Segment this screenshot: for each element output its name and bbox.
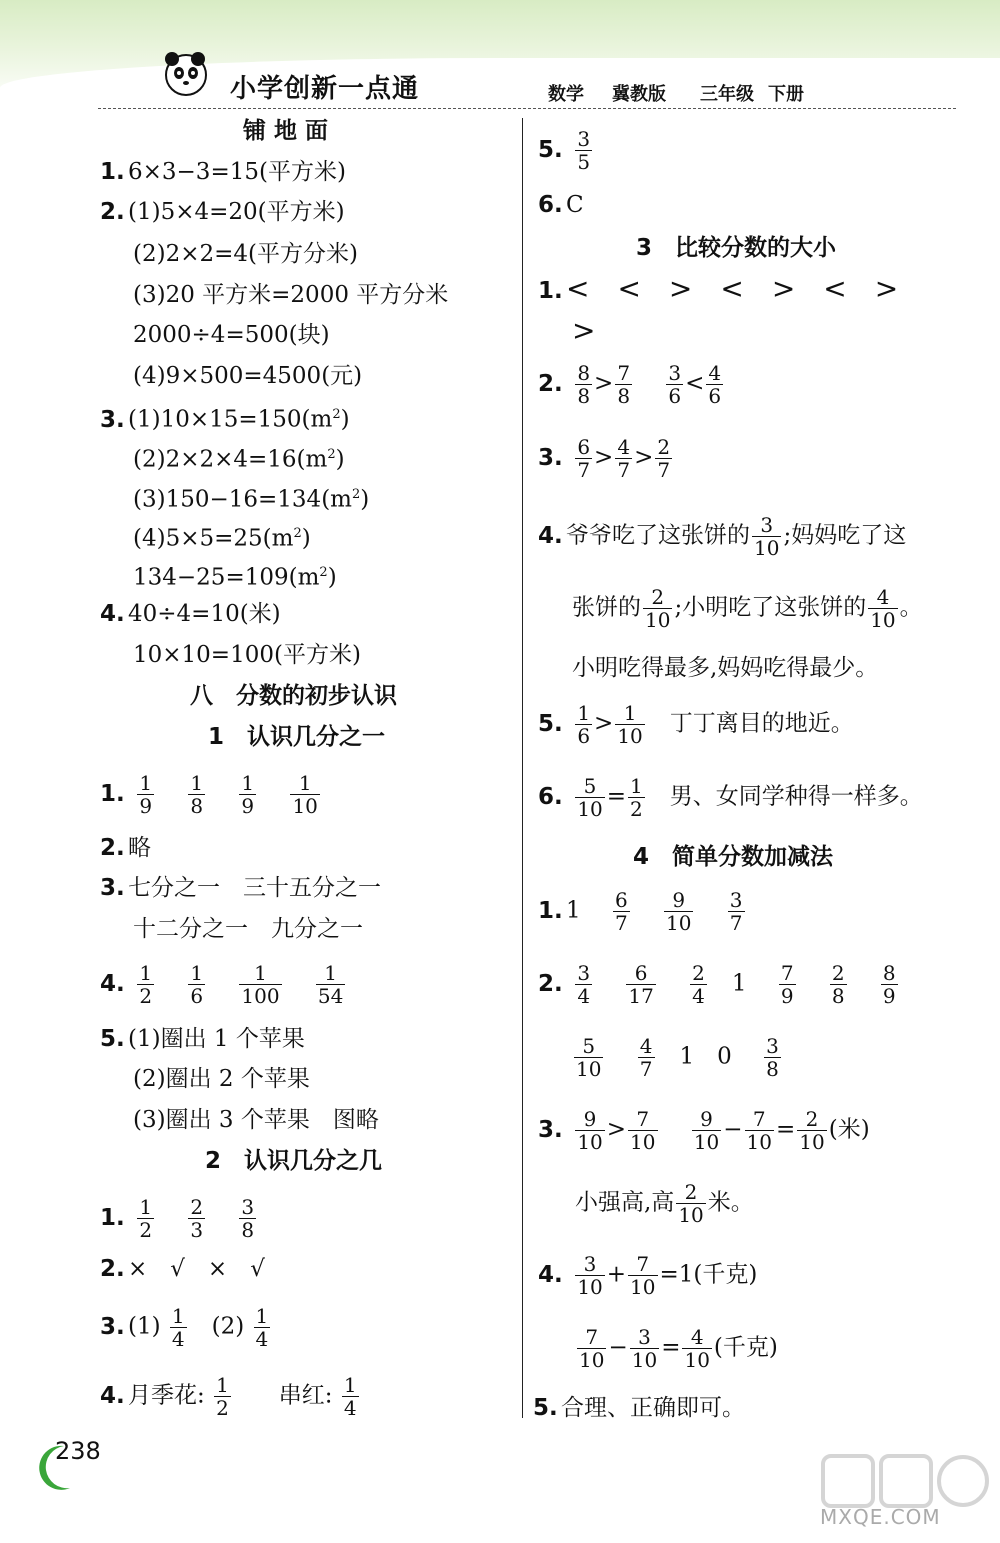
answer-line: > (572, 314, 596, 347)
answer-line: 3. $(1)10\times 15=150(m^2)$ (100, 406, 350, 433)
fraction: $\frac{7}{10}$ (579, 1325, 605, 1372)
answer-line: 3. $\frac{6}{7}$ > $\frac{4}{7}$ > $\frac{2}{7}$ (538, 435, 671, 482)
answer-line: 3. (1) $\frac{1}{4}$ (2) $\frac{1}{4}$ (100, 1304, 269, 1351)
fraction: $\frac{4}{10}$ (684, 1325, 710, 1372)
volume: 下册 (768, 84, 804, 105)
fraction: $\frac{3}{8}$ (766, 1034, 779, 1081)
answer-line: (4)9×500=4500(元) (133, 363, 363, 389)
answer-line: 十二分之一 九分之一 (133, 916, 363, 942)
fraction: $\frac{7}{9}$ (780, 961, 794, 1008)
answer-line: 6. C (538, 192, 584, 218)
fraction: $\frac{2}{10}$ (678, 1180, 704, 1227)
fraction: $\frac{3}{5}$ (577, 127, 591, 174)
section-title: 1 认识几分之一 (208, 724, 386, 750)
fraction: $\frac{7}{10}$ (630, 1252, 656, 1299)
fraction: $\frac{8}{9}$ (882, 961, 896, 1008)
section-title: 2 认识几分之几 (205, 1148, 383, 1174)
answer-line: 1. 6×3−3=15(平方米) (100, 159, 346, 185)
section-title: 铺 地 面 (243, 118, 329, 144)
fraction: $\frac{2}{8}$ (831, 961, 845, 1008)
fraction: $\frac{4}{7}$ (639, 1034, 653, 1081)
fraction: $\frac{1}{4}$ (343, 1373, 357, 1420)
answer-line: $\frac{7}{10}$ − $\frac{3}{10}$ = $\frac{4}{10}$ (千克) (579, 1325, 778, 1372)
answer-line: (2)2×2=4(平方分米) (133, 241, 358, 267)
fraction: $\frac{5}{10}$ (576, 1034, 602, 1081)
fraction: $\frac{1}{54}$ (317, 961, 344, 1008)
fraction: $\frac{9}{10}$ (666, 888, 692, 935)
answer-line: 6. $\frac{5}{10}$ = $\frac{1}{2}$ 男、女同学种得一样多。 (538, 774, 923, 821)
fraction: $\frac{2}{7}$ (657, 435, 671, 482)
fraction: $\frac{2}{10}$ (799, 1107, 825, 1154)
fraction: $\frac{1}{2}$ (139, 961, 153, 1008)
answer-line: 2. $\frac{3}{4}$ $\frac{6}{17}$ $\frac{2}{4}$ 1 $\frac{7}{9}$ $\frac{2}{8}$ $\frac{8}{9}$ (538, 961, 896, 1008)
answer-line: 5. 合理、正确即可。 (533, 1395, 745, 1421)
fraction: $\frac{3}{6}$ (668, 361, 682, 408)
answer-line: 5. (1)圈出 1 个苹果 (100, 1026, 305, 1052)
watermark-text: MXQE.COM (820, 1505, 941, 1529)
fraction: $\frac{1}{2}$ (216, 1373, 229, 1420)
section-title: 4 简单分数加减法 (633, 844, 834, 870)
panda-mascot-icon (158, 45, 214, 101)
fraction: $\frac{1}{6}$ (190, 961, 204, 1008)
fraction: $\frac{6}{7}$ (614, 888, 628, 935)
fraction: $\frac{3}{10}$ (577, 1252, 603, 1299)
fraction: $\frac{6}{17}$ (628, 961, 654, 1008)
header-banner (0, 0, 1000, 105)
answer-line: 小明吃得最多,妈妈吃得最少。 (572, 655, 879, 681)
fraction: $\frac{3}{10}$ (631, 1325, 658, 1372)
answer-line: 4. 爷爷吃了这张饼的 $\frac{3}{10}$ ;妈妈吃了这 (538, 513, 907, 560)
fraction: $\frac{9}{10}$ (577, 1107, 603, 1154)
answer-line: $(2)2\times 2\times 4=16(m^2)$ (133, 446, 345, 473)
column-divider (522, 118, 523, 1418)
fraction: $\frac{1}{8}$ (190, 771, 204, 818)
answer-line: (3)圈出 3 个苹果 图略 (133, 1107, 379, 1133)
fraction: $\frac{3}{8}$ (241, 1195, 255, 1242)
fraction: $\frac{2}{10}$ (645, 585, 671, 632)
fraction: $\frac{1}{2}$ (139, 1195, 153, 1242)
banner-wave (0, 58, 1000, 108)
fraction: $\frac{7}{10}$ (746, 1107, 772, 1154)
answer-line: 3. $\frac{9}{10}$ > $\frac{7}{10}$ $\frac{9}{10}$ − $\frac{7}{10}$ = $\frac{2}{10}$ (米) (538, 1107, 870, 1154)
fraction: $\frac{4}{10}$ (870, 585, 896, 632)
fraction: $\frac{1}{6}$ (577, 701, 591, 748)
fraction: $\frac{3}{4}$ (577, 961, 591, 1008)
grade: 三年级 (700, 84, 754, 105)
fraction: $\frac{9}{10}$ (693, 1107, 720, 1154)
fraction: $\frac{8}{8}$ (577, 361, 591, 408)
answer-line: 2. $\frac{8}{8}$ > $\frac{7}{8}$ $\frac{3}{6}$ < $\frac{4}{6}$ (538, 361, 722, 408)
answer-line: 小强高,高 $\frac{2}{10}$ 米。 (575, 1180, 754, 1227)
answer-line: 5. $\frac{3}{5}$ (538, 127, 591, 174)
answer-line: $(4)5\times 5=25(m^2)$ (133, 525, 311, 552)
fraction: $\frac{6}{7}$ (577, 435, 591, 482)
fraction: $\frac{2}{4}$ (692, 961, 705, 1008)
answer-line: (3)20 平方米=2000 平方分米 (133, 282, 449, 308)
answer-line: 4. $\frac{3}{10}$ + $\frac{7}{10}$ =1(千克) (538, 1252, 758, 1299)
answer-line: $(3)150-16=134(m^2)$ (133, 486, 370, 513)
unit-title: 八 分数的初步认识 (190, 683, 397, 709)
answer-line: 2. × √ × √ (100, 1256, 265, 1282)
fraction: $\frac{4}{6}$ (708, 361, 722, 408)
section-title: 3 比较分数的大小 (636, 235, 837, 261)
answer-line: 1. $\frac{1}{9}$ $\frac{1}{8}$ $\frac{1}{9}$ $\frac{1}{10}$ (100, 771, 318, 818)
fraction: $\frac{1}{100}$ (241, 961, 280, 1008)
fraction: $\frac{1}{4}$ (255, 1304, 269, 1351)
fraction: $\frac{1}{10}$ (617, 701, 643, 748)
fraction: $\frac{3}{7}$ (729, 888, 743, 935)
answer-line: 2000÷4=500(块) (133, 322, 330, 348)
fraction: $\frac{5}{10}$ (577, 774, 603, 821)
answer-line: 2. 略 (100, 835, 151, 861)
fraction: $\frac{2}{3}$ (190, 1195, 204, 1242)
answer-line: 1. < < > < > < > (538, 272, 899, 305)
fraction: $\frac{1}{10}$ (292, 771, 318, 818)
fraction: $\frac{1}{2}$ (630, 774, 643, 821)
fraction: $\frac{7}{10}$ (630, 1107, 656, 1154)
page-number: 238 (55, 1437, 101, 1465)
header-divider (98, 108, 956, 109)
book-title: 小学创新一点通 (230, 74, 420, 104)
fraction: $\frac{1}{9}$ (241, 771, 255, 818)
answer-line: (2)圈出 2 个苹果 (133, 1066, 310, 1092)
answer-line: 4. 40÷4=10(米) (100, 601, 281, 627)
fraction: $\frac{3}{10}$ (754, 513, 780, 560)
answer-line: 4. $\frac{1}{2}$ $\frac{1}{6}$ $\frac{1}{100}$ $\frac{1}{54}$ (100, 961, 344, 1008)
edition: 冀教版 (612, 84, 666, 105)
answer-line: $\frac{5}{10}$ $\frac{4}{7}$ 1 0 $\frac{3}{8}$ (576, 1034, 779, 1081)
fraction: $\frac{1}{9}$ (139, 771, 153, 818)
answer-line: 3. 七分之一 三十五分之一 (100, 875, 381, 901)
answer-line: 10×10=100(平方米) (133, 642, 361, 668)
answer-line: $134-25=109(m^2)$ (133, 564, 337, 591)
answer-line: 5. $\frac{1}{6}$ > $\frac{1}{10}$ 丁丁离目的地近。 (538, 701, 854, 748)
subject: 数学 (548, 84, 584, 105)
fraction: $\frac{4}{7}$ (617, 435, 631, 482)
answer-line: 1. 1 $\frac{6}{7}$ $\frac{9}{10}$ $\frac{3}{7}$ (538, 888, 743, 935)
fraction: $\frac{1}{4}$ (171, 1304, 185, 1351)
answer-line: 张饼的 $\frac{2}{10}$ ;小明吃了这张饼的 $\frac{4}{10}$ 。 (572, 585, 923, 632)
answer-line: 2. (1)5×4=20(平方米) (100, 199, 345, 225)
answer-line: 4. 月季花: $\frac{1}{2}$ 串红: $\frac{1}{4}$ (100, 1373, 357, 1420)
fraction: $\frac{7}{8}$ (617, 361, 631, 408)
answer-line: 1. $\frac{1}{2}$ $\frac{2}{3}$ $\frac{3}{8}$ (100, 1195, 255, 1242)
